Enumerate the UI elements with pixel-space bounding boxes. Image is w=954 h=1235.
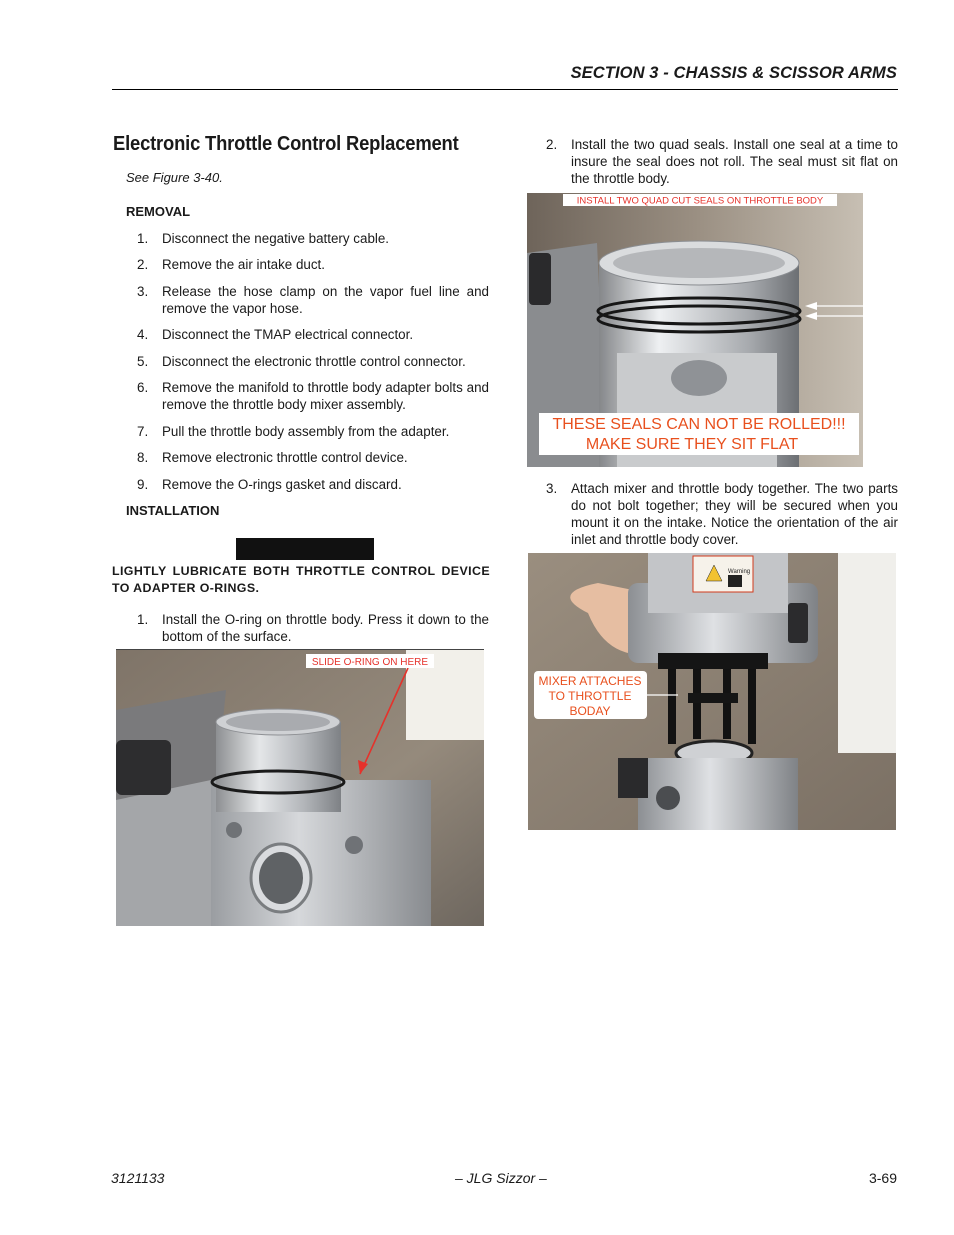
photo-oring-image	[116, 650, 484, 926]
page-number: 3-69	[868, 1170, 897, 1186]
installation-heading: INSTALLATION	[126, 503, 220, 518]
figure-reference: See Figure 3-40.	[126, 170, 223, 185]
page-heading: Electronic Throttle Control Replacement	[113, 133, 459, 155]
photo-quad-seals-warning-2: MAKE SURE THEY SIT FLAT	[585, 436, 799, 453]
photo-mixer	[528, 553, 896, 830]
photo-quad-seals-image	[527, 193, 863, 467]
header-rule	[112, 89, 898, 90]
warning-sticker-text: Warning	[728, 569, 751, 575]
footer-product: – JLG Sizzor –	[455, 1170, 547, 1186]
photo-mixer-image	[528, 553, 896, 830]
photo-oring-label: SLIDE O-RING ON HERE	[311, 657, 429, 668]
section-title: SECTION 3 - CHASSIS & SCISSOR ARMS	[570, 64, 897, 82]
notice-text: LIGHTLY LUBRICATE BOTH THROTTLE CONTROL DEVICE TO ADAPTER O-RINGS.	[112, 564, 490, 595]
photo-quad-seals-warning-1: THESE SEALS CAN NOT BE ROLLED!!!	[552, 416, 846, 433]
removal-heading: REMOVAL	[126, 204, 191, 219]
notice-banner	[236, 538, 374, 560]
photo-quad-seals-top-label: INSTALL TWO QUAD CUT SEALS ON THROTTLE BODY	[576, 195, 824, 207]
photo-mixer-label-3: BODAY	[569, 704, 611, 718]
photo-mixer-label-2: TO THROTTLE	[548, 689, 632, 703]
photo-quad-seals	[527, 193, 863, 467]
doc-number: 3121133	[111, 1170, 165, 1186]
photo-mixer-label-1: MIXER ATTACHES	[538, 674, 642, 688]
photo-oring	[116, 649, 484, 926]
